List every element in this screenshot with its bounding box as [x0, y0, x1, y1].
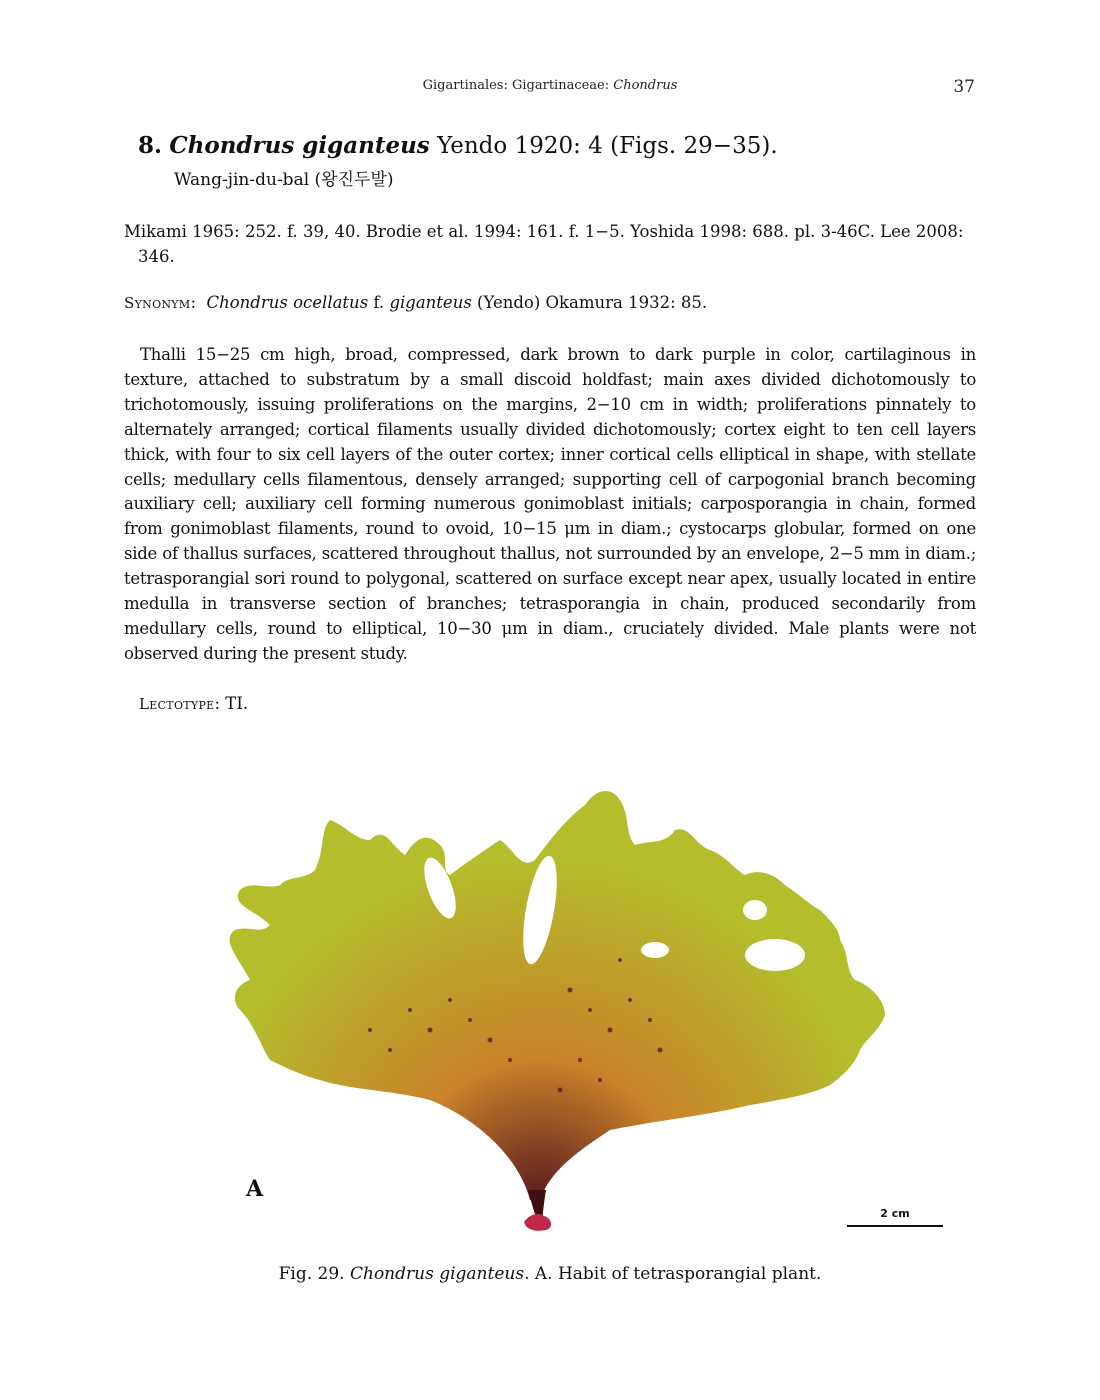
running-head-text: Gigartinales: Gigartinaceae: [422, 78, 614, 93]
lectotype-label: Lectotype [139, 695, 215, 713]
panel-label: A [246, 1176, 264, 1202]
lectotype-separator: : [214, 694, 221, 713]
caption-species: Chondrus giganteus [349, 1264, 525, 1284]
seaweed-photo [140, 760, 960, 1240]
caption-prefix: Fig. 29. [278, 1264, 350, 1284]
thallus-gap-5 [641, 942, 669, 958]
description-paragraph: Thalli 15−25 cm high, broad, compressed, dark brown to dark purple in color, cartilaginous in texture, attached to substratum by a small discoid holdfast; main axes divided dichotomously to trichotomously, issuing proliferations on the margins, 2−10 cm in width; proliferations pinnately to alternately arranged; cortical filaments usually divided dichotomously; cortex eight to ten cell layers thick, with four to six cell layers of the outer cortex; inner cortical cells elliptical in shape, with stellate cells; medullary cells filamentous, densely arranged; supporting cell of carpogonial branch becoming auxiliary cell; auxiliary cell forming numerous gonimoblast initials; carposporangia in chain, formed from gonimoblast filaments, round to ovoid, 10−15 μm in diam.; cystocarps globular, formed on one side of thallus surfaces, scattered throughout thallus, not surrounded by an envelope, 2−5 mm in diam.; tetrasporangial sori round to polygonal, scattered on surface except near apex, usually located in entire medulla in transverse section of branches; tetrasporangia in chain, produced secondarily from medullary cells, round to elliptical, 10−30 μm in diam., cruciately divided. Male plants were not observed during the present study. [124, 345, 976, 663]
synonym-paragraph [124, 293, 976, 312]
synonym-name: Chondrus ocellatus [206, 293, 369, 312]
thallus-gap-4 [743, 900, 767, 920]
reference-line-2: 346. [138, 247, 175, 266]
reference-list [124, 219, 976, 269]
synonym-label: Synonym [124, 294, 191, 312]
thallus-shape [230, 791, 885, 1200]
synonym-authority: (Yendo) Okamura 1932: 85. [471, 293, 708, 312]
caption-suffix: . A. Habit of tetrasporangial plant. [524, 1264, 822, 1284]
synonym-rank: f. [368, 293, 390, 312]
lectotype-paragraph [139, 694, 248, 713]
running-head-genus: Chondrus [613, 78, 678, 93]
vernacular-name: Wang-jin-du-bal (왕진두발) [174, 170, 394, 190]
species-authority: Yendo 1920: 4 (Figs. 29−35). [429, 133, 778, 159]
page-number: 37 [953, 77, 975, 97]
scale-bar [847, 1225, 943, 1227]
species-heading [138, 132, 978, 159]
thallus-gap-3 [745, 939, 805, 971]
synonym-epithet: giganteus [389, 293, 472, 312]
figure-caption [0, 1264, 1100, 1284]
species-number: 8. [138, 132, 163, 159]
species-binomial: Chondrus giganteus [169, 132, 430, 159]
reference-line-1: Mikami 1965: 252. f. 39, 40. Brodie et al. 1994: 161. f. 1−5. Yoshida 1998: 688. pl. 3-46C. Lee 2008: [124, 222, 964, 241]
synonym-separator: : [190, 293, 196, 312]
figure-29 [140, 760, 960, 1240]
lectotype-value: TI. [220, 694, 249, 713]
holdfast [524, 1214, 551, 1231]
scale-bar-label: 2 cm [880, 1207, 910, 1220]
